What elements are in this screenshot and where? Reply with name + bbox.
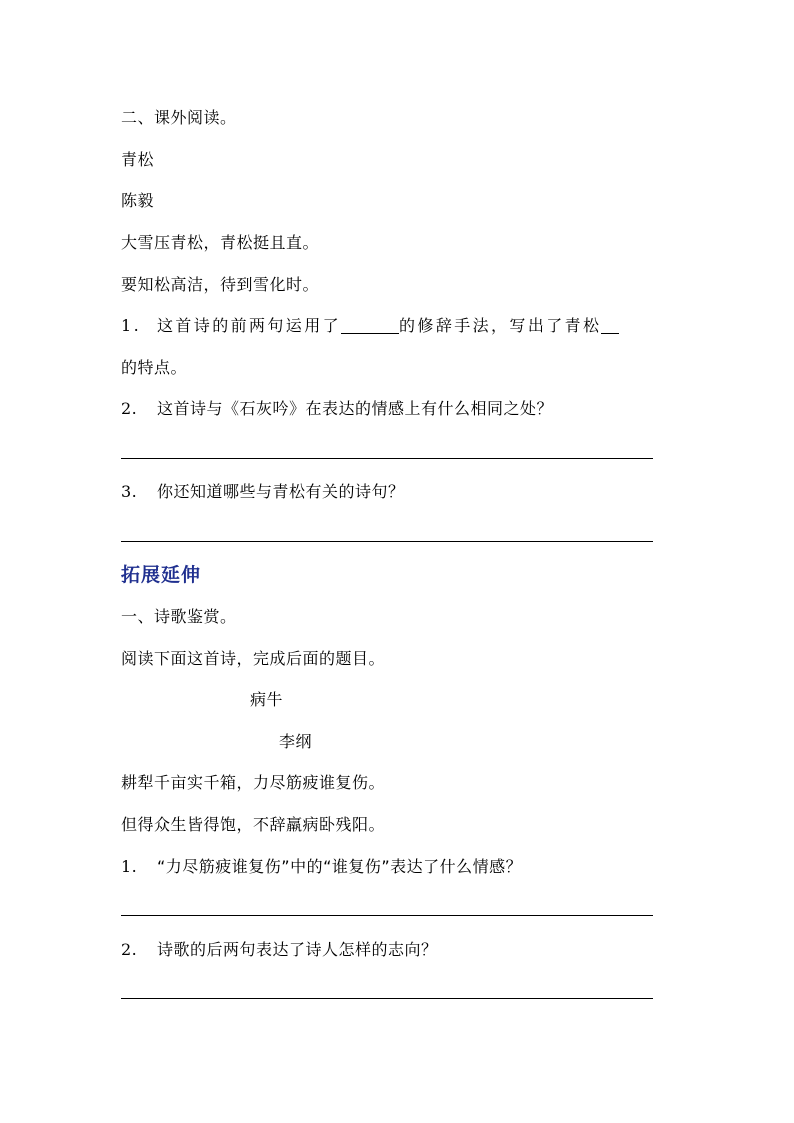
answer-line-reading-2[interactable] (121, 458, 653, 459)
poem-title-qingsong: 青松 (121, 150, 155, 169)
answer-line-extension-1[interactable] (121, 915, 653, 916)
answer-line-reading-3[interactable] (121, 541, 653, 542)
fill-blank-2[interactable] (601, 317, 619, 334)
question-reading-1-continued: 的特点。 (121, 358, 188, 377)
section-heading-extension: 拓展延伸 (121, 564, 202, 586)
question-number: 1. (121, 857, 138, 876)
question-text-part2: 的修辞手法，写出了青松 (399, 316, 602, 335)
poem-line-2: 要知松高洁，待到雪化时。 (121, 275, 320, 294)
question-reading-3 (121, 482, 405, 502)
section-title-reading: 二、课外阅读。 (121, 108, 237, 127)
question-number: 3. (121, 482, 138, 501)
poem-line-1: 大雪压青松，青松挺且直。 (121, 233, 320, 252)
question-extension-2 (121, 940, 438, 960)
question-text: 诗歌的后两句表达了诗人怎样的志向？ (157, 940, 438, 959)
fill-blank-1[interactable] (341, 317, 399, 334)
question-number: 2. (121, 940, 138, 959)
question-text: 这首诗与《石灰吟》在表达的情感上有什么相同之处？ (157, 399, 554, 418)
question-text-part1: 这首诗的前两句运用了 (157, 316, 342, 335)
poem-author-chenyi: 陈毅 (121, 191, 155, 210)
question-reading-1 (121, 316, 619, 336)
poem-author-ligang: 李纲 (279, 732, 313, 751)
question-number: 1. (121, 316, 142, 335)
poem-line-1: 耕犁千亩实千箱，力尽筋疲谁复伤。 (121, 773, 386, 792)
instruction-text: 阅读下面这首诗，完成后面的题目。 (121, 649, 386, 668)
question-reading-2 (121, 399, 553, 419)
question-text: “力尽筋疲谁复伤”中的“谁复伤”表达了什么情感？ (157, 857, 523, 876)
poem-title-bingniu: 病牛 (250, 690, 284, 709)
question-text: 你还知道哪些与青松有关的诗句？ (157, 482, 405, 501)
poem-line-2: 但得众生皆得饱，不辞羸病卧残阳。 (121, 815, 386, 834)
question-number: 2. (121, 399, 138, 418)
section-subtitle-poetry: 一、诗歌鉴赏。 (121, 607, 237, 626)
answer-line-extension-2[interactable] (121, 998, 653, 999)
question-extension-1 (121, 857, 522, 877)
